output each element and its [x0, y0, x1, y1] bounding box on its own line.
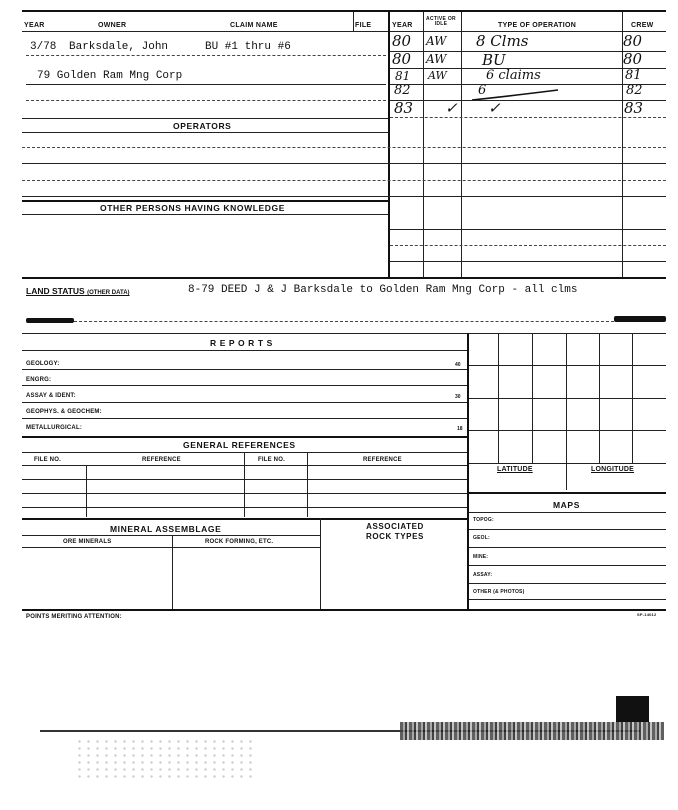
owner-line-1	[26, 55, 386, 56]
reports-title: R E P O R T S	[210, 338, 273, 348]
log-year-4: 82	[394, 83, 411, 98]
file-header: FILE	[355, 22, 372, 29]
upper-section-bottom	[22, 277, 666, 279]
operators-line-1	[22, 132, 388, 133]
log-operation-3: 6 claims	[486, 68, 541, 83]
ref-reference2-header: REFERENCE	[363, 457, 402, 463]
references-left-divider	[86, 465, 87, 517]
coords-bottom-line	[469, 492, 666, 494]
log-status-3: AW	[428, 69, 447, 82]
owner-header: OWNER	[98, 22, 127, 29]
scan-dark-patch	[616, 696, 649, 722]
ref-reference-header: REFERENCE	[142, 457, 181, 463]
report-line-1	[22, 369, 467, 370]
scan-mark-right	[614, 316, 666, 322]
year-header: YEAR	[24, 22, 45, 29]
mineral-rock-divider	[320, 518, 321, 609]
general-references-title: GENERAL REFERENCES	[183, 440, 296, 450]
map-line-3	[469, 565, 666, 566]
lower-section-bottom	[22, 609, 666, 611]
log-status-1: AW	[426, 34, 447, 48]
log-line-6	[390, 229, 666, 230]
reports-right-divider	[467, 333, 469, 609]
operators-title: OPERATORS	[173, 121, 232, 131]
map-label-assay: ASSAY:	[473, 572, 493, 578]
grid-h-1	[469, 365, 666, 366]
header-underline	[22, 31, 666, 32]
log-year-2: 80	[392, 50, 412, 68]
log-line-3	[390, 84, 666, 85]
land-status-note: 8-79 DEED J & J Barksdale to Golden Ram Mng Corp - all clms	[188, 284, 578, 296]
references-bottom-line	[22, 518, 467, 520]
operators-line-5	[22, 196, 666, 197]
log-status-2: AW	[426, 52, 447, 66]
ref-file-no2-header: FILE NO.	[258, 457, 285, 463]
log-operation-5: ✓	[488, 99, 501, 117]
other-persons-title: OTHER PERSONS HAVING KNOWLEDGE	[100, 203, 286, 213]
ref-file-no-header: FILE NO.	[34, 457, 61, 463]
grid-h-4	[469, 463, 666, 464]
log-line-8	[390, 261, 666, 262]
owner-line-3	[26, 100, 386, 101]
form-number: SP-14012	[637, 612, 657, 617]
log-crew-3: 81	[625, 68, 642, 83]
year2-header: YEAR	[392, 22, 413, 29]
map-line-4	[469, 583, 666, 584]
associated-rock-types-title: ASSOCIATED ROCK TYPES	[365, 522, 424, 541]
log-status-5: ✓	[445, 99, 458, 117]
map-line-5	[469, 599, 666, 600]
report-code-geology: 40	[455, 362, 461, 368]
longitude-label: LONGITUDE	[591, 466, 635, 473]
type-of-operation-header: TYPE OF OPERATION	[498, 22, 577, 29]
land-status-line	[74, 321, 614, 322]
report-label-geology: GEOLOGY:	[26, 361, 60, 367]
other-persons-underline	[22, 214, 388, 215]
log-year-1: 80	[392, 32, 412, 50]
report-code-assay: 30	[455, 394, 461, 400]
claim-name-header: CLAIM NAME	[230, 22, 278, 29]
maps-underline	[469, 512, 666, 513]
operators-line-4	[22, 180, 666, 181]
reports-bottom-line	[22, 436, 467, 438]
owner-line-2	[26, 84, 386, 85]
operators-line-2	[22, 147, 666, 148]
report-label-engrg: ENGRG:	[26, 377, 52, 383]
grid-h-3	[469, 430, 666, 431]
report-label-metallurgical: METALLURGICAL:	[26, 425, 83, 431]
mineral-header-underline	[22, 547, 320, 548]
log-crew-4: 82	[626, 83, 643, 98]
report-line-2	[22, 385, 467, 386]
active-idle-header: ACTIVE OR IDLE	[426, 16, 456, 27]
log-crew-1: 80	[623, 32, 643, 50]
log-operation-2: BU	[482, 51, 506, 69]
operators-top-line	[22, 118, 388, 119]
land-status-title: LAND STATUS	[26, 286, 85, 296]
map-label-other: OTHER (& PHOTOS)	[473, 589, 525, 595]
mineral-underline	[22, 535, 320, 536]
scan-mark-left	[26, 318, 74, 323]
report-line-3	[22, 402, 467, 403]
report-line-4	[22, 418, 467, 419]
log-year-5: 83	[394, 99, 414, 117]
log-line-5	[390, 117, 666, 118]
report-label-assay: ASSAY & IDENT:	[26, 393, 76, 399]
reports-top-line	[22, 333, 666, 334]
grid-v-3	[566, 333, 567, 490]
rock-forming-header: ROCK FORMING, ETC.	[205, 539, 274, 545]
company-name: 79 Golden Ram Mng Corp	[37, 70, 183, 82]
other-persons-top-line	[22, 200, 388, 202]
points-meriting-attention-label: POINTS MERITING ATTENTION:	[26, 614, 122, 620]
top-border	[22, 10, 666, 12]
log-year-3: 81	[395, 69, 411, 83]
operators-line-3	[22, 163, 666, 164]
log-crew-5: 83	[624, 99, 644, 117]
crew-header: CREW	[631, 22, 654, 29]
record-date: 3/78	[30, 41, 57, 53]
owner-name: Barksdale, John	[69, 41, 169, 53]
log-operation-4: 6	[478, 83, 487, 98]
ore-minerals-header: ORE MINERALS	[63, 539, 112, 545]
log-crew-2: 80	[623, 50, 643, 68]
map-line-2	[469, 547, 666, 548]
log-operation-1: 8 Clms	[476, 32, 529, 50]
map-label-topog: TOPOG:	[473, 517, 494, 523]
map-line-1	[469, 529, 666, 530]
latitude-label: LATITUDE	[497, 466, 533, 473]
map-label-mine: MINE:	[473, 554, 489, 560]
ref-line-2	[22, 479, 467, 480]
file-col-divider	[353, 12, 354, 32]
mineral-assemblage-title: MINERAL ASSEMBLAGE	[110, 524, 222, 534]
ref-line-1	[22, 465, 467, 466]
maps-title: MAPS	[553, 500, 580, 510]
report-code-metallurgical: 18	[457, 426, 463, 432]
scan-noise-band	[400, 722, 664, 740]
report-label-geophys: GEOPHYS. & GEOCHEM:	[26, 409, 102, 415]
ref-line-3	[22, 493, 467, 494]
scan-speckle	[75, 738, 255, 778]
map-label-geol: GEOL:	[473, 535, 490, 541]
claim-name: BU #1 thru #6	[205, 41, 291, 53]
reports-underline	[22, 350, 467, 351]
log-line-7	[390, 245, 666, 246]
ref-line-4	[22, 507, 467, 508]
other-data-label: (OTHER DATA)	[87, 290, 130, 296]
land-status-label	[26, 286, 130, 296]
grid-h-2	[469, 398, 666, 399]
